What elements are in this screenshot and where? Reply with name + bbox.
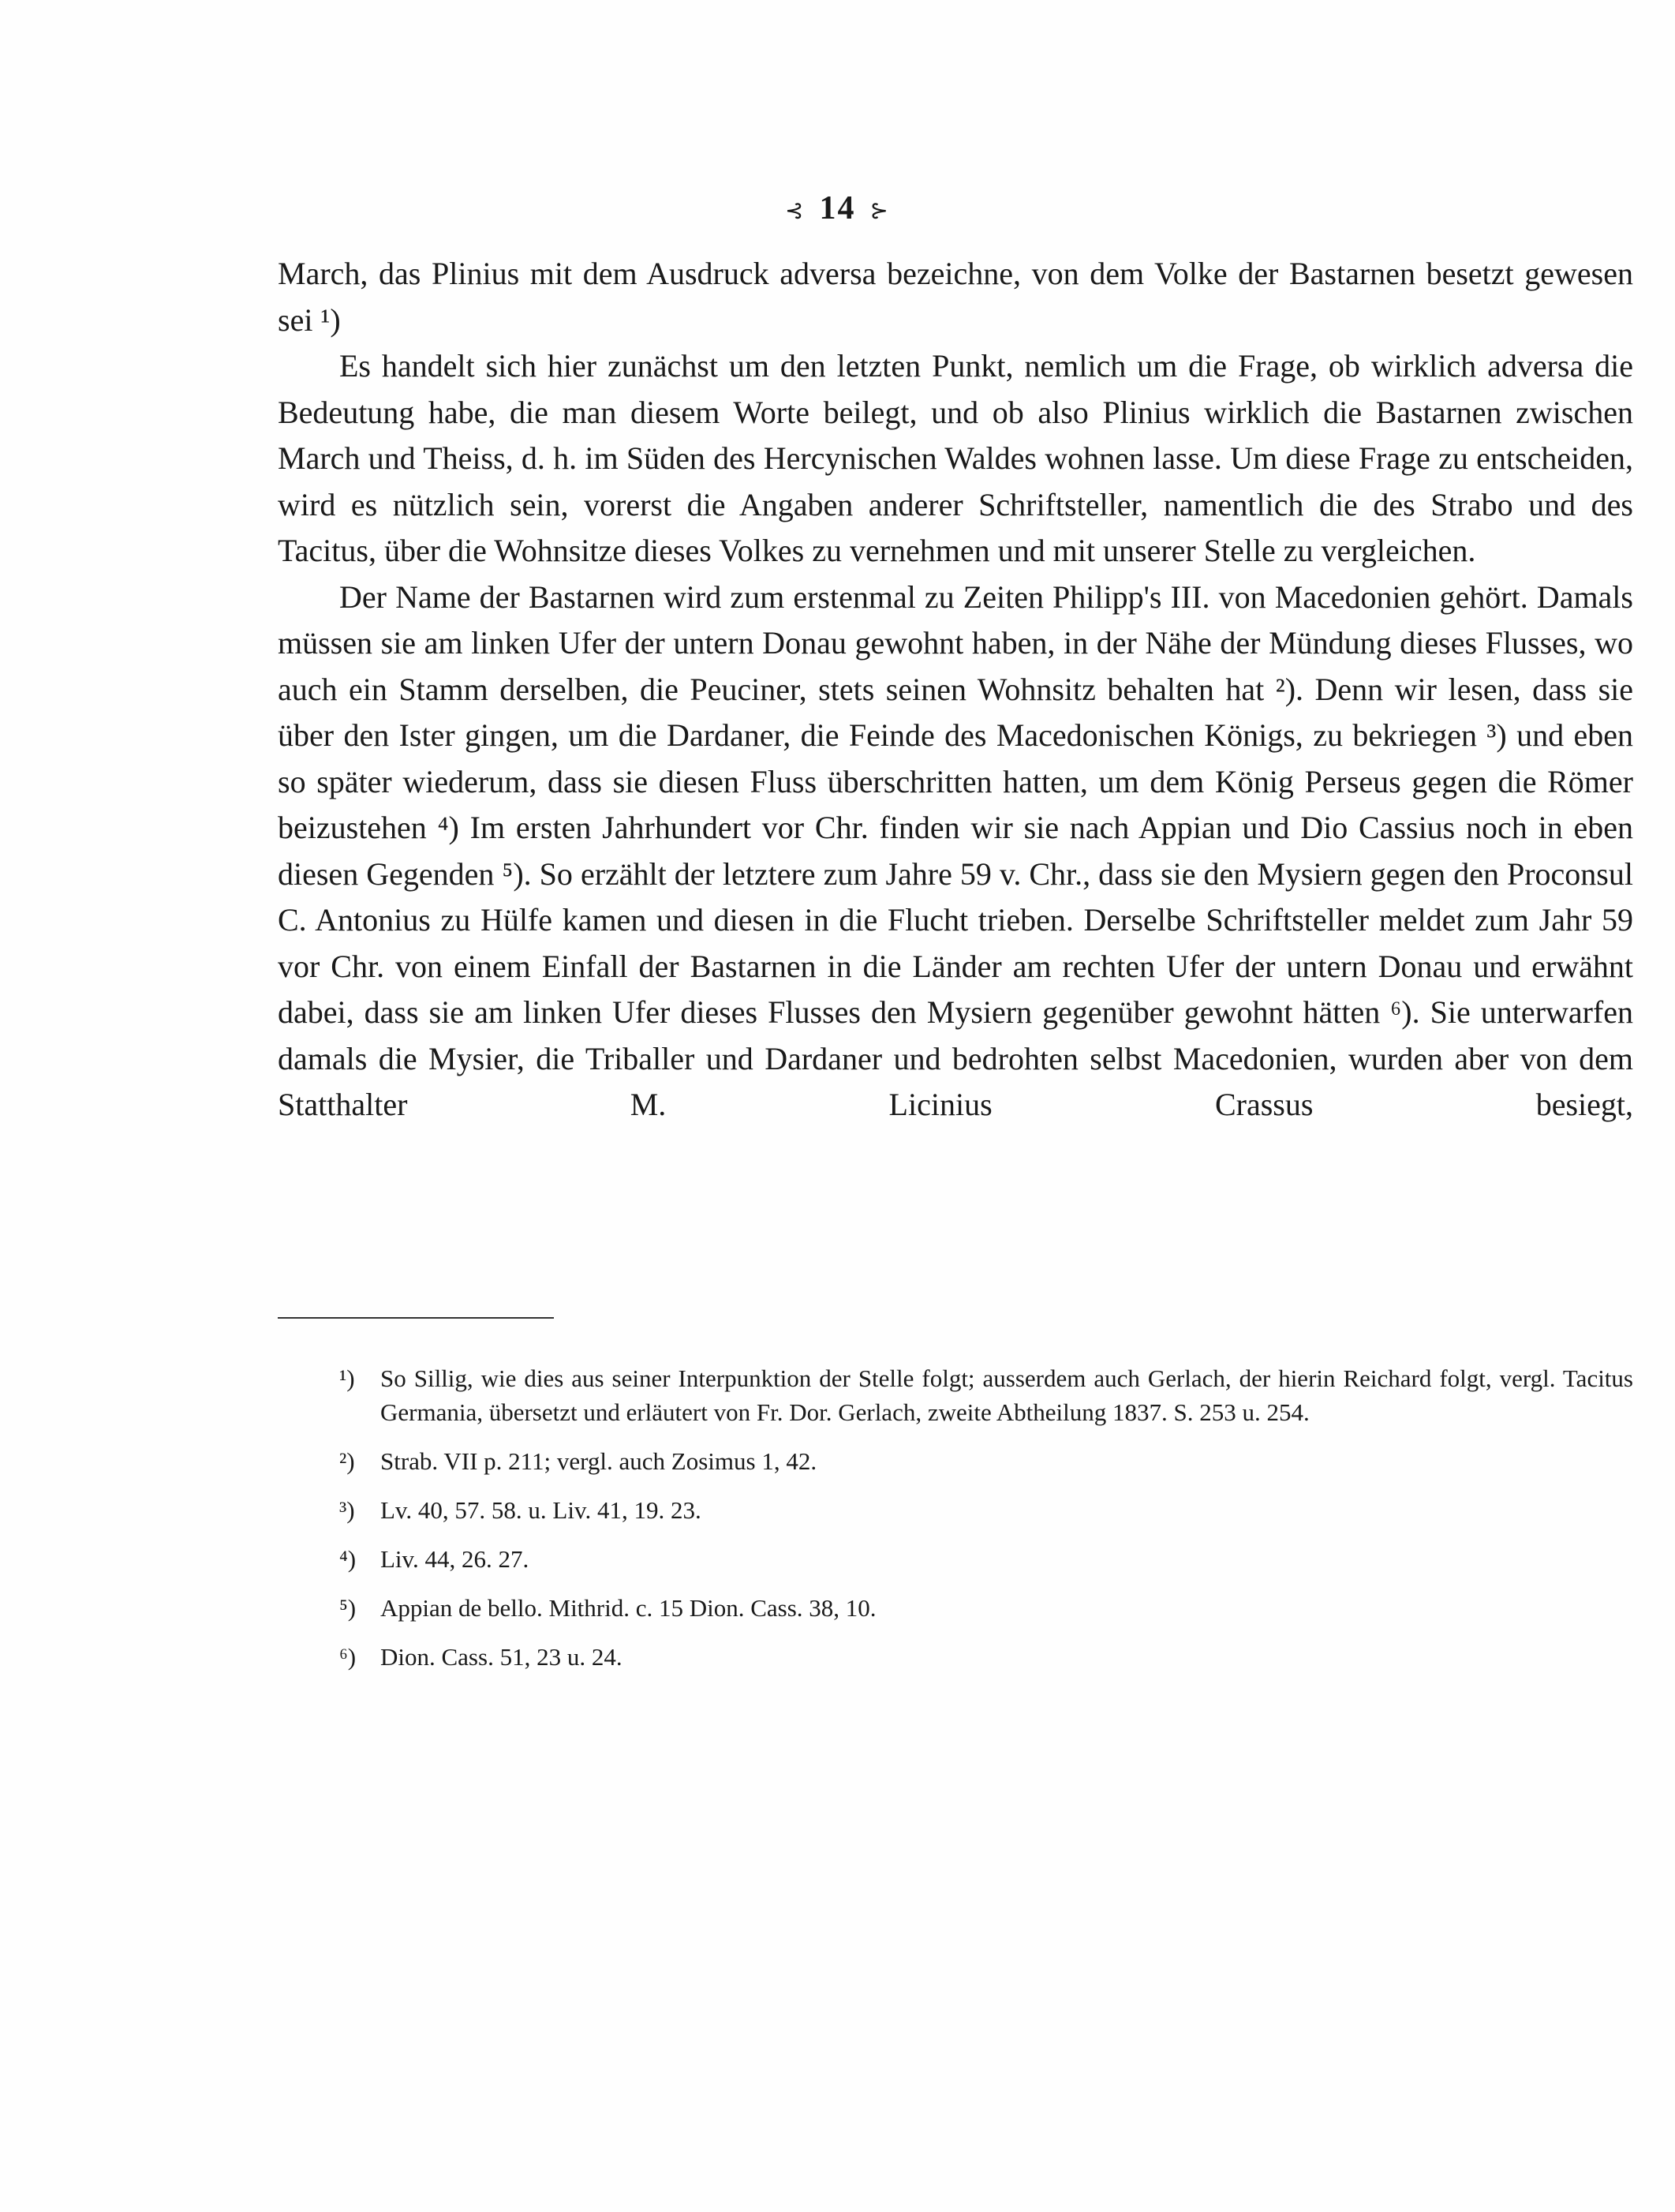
footnote-5 xyxy=(339,1591,1633,1625)
footnote-number: ¹) xyxy=(339,1364,355,1392)
footnote-6 xyxy=(339,1640,1633,1674)
footnote-2 xyxy=(339,1444,1633,1478)
footnote-text: Appian de bello. Mithrid. c. 15 Dion. Cass. 38, 10. xyxy=(380,1594,877,1622)
footnote-number: ⁵) xyxy=(339,1594,357,1622)
footnote-text: Dion. Cass. 51, 23 u. 24. xyxy=(380,1643,623,1671)
paragraph-1: March, das Plinius mit dem Ausdruck adversa bezeichne, von dem Volke der Bastarnen besetzt gewesen sei ¹) xyxy=(278,256,1633,338)
footnote-text: Lv. 40, 57. 58. u. Liv. 41, 19. 23. xyxy=(380,1496,701,1524)
footnote-4 xyxy=(339,1542,1633,1576)
paragraph-3: Der Name der Bastarnen wird zum erstenmal zu Zeiten Philipp's III. von Macedonien gehört. Damals müssen sie am linken Ufer der untern Donau gewohnt haben, in der Nähe der Mündung dieses Flusses, wo auch ein Stamm derselben, die Peuciner, stets seinen Wohnsitz behalten hat ²). Denn wir lesen, dass sie über den Ister gingen, um die Dardaner, die Feinde des Macedonischen Königs, zu bekriegen ³) und eben so später wiederum, dass sie diesen Fluss überschritten hatten, um dem König Perseus gegen die Römer beizustehen ⁴) Im ersten Jahrhundert vor Chr. finden wir sie nach Appian und Dio Cassius noch in eben diesen Gegenden ⁵). So erzählt der letztere zum Jahre 59 v. Chr., dass sie den Mysiern gegen den Proconsul C. Antonius zu Hülfe kamen und diesen in die Flucht trieben. Derselbe Schriftsteller meldet zum Jahr 59 vor Chr. von einem Einfall der Bastarnen in die Länder am rechten Ufer der untern Donau und erwähnt dabei, dass sie am linken Ufer dieses Flusses den Mysiern gegenüber gewohnt hätten ⁶). Sie unterwarfen damals die Mysier, die Triballer und Dardaner und bedrohten selbst Macedonien, wurden aber von dem Statthalter M. Licinius Crassus besiegt, xyxy=(278,578,1633,1122)
paragraph-2: Es handelt sich hier zunächst um den letzten Punkt, nemlich um die Frage, ob wirklich adversa die Bedeutung habe, die man diesem Worte beilegt, und ob also Plinius wirklich die Bastarnen zwischen March und Theiss, d. h. im Süden des Hercynischen Waldes wohnen lasse. Um diese Frage zu entscheiden, wird es nützlich sein, vorerst die Angaben anderer Schriftsteller, namentlich die des Strabo und des Tacitus, über die Wohnsitze dieses Volkes zu vernehmen und mit unserer Stelle zu vergleichen. xyxy=(278,348,1633,568)
ornament-left-icon: ⊰ xyxy=(785,199,806,224)
page-number: 14 xyxy=(819,190,856,226)
footnote-number: ⁶) xyxy=(339,1643,357,1671)
footnote-number: ³) xyxy=(339,1496,355,1524)
footnote-text: Liv. 44, 26. 27. xyxy=(380,1545,529,1573)
footnote-3 xyxy=(339,1493,1633,1527)
footnote-text: Strab. VII p. 211; vergl. auch Zosimus 1, 42. xyxy=(380,1447,817,1475)
footnote-1 xyxy=(339,1361,1633,1429)
footnote-number: ²) xyxy=(339,1447,355,1475)
page-header xyxy=(0,189,1675,227)
footnote-number: ⁴) xyxy=(339,1545,357,1573)
footnote-separator-rule xyxy=(278,1317,554,1319)
body-text xyxy=(278,251,1633,1128)
footnote-text: So Sillig, wie dies aus seiner Interpunktion der Stelle folgt; ausserdem auch Gerlach, der hierin Reichard folgt, vergl. Tacitus Germania, übersetzt und erläutert von Fr. Dor. Gerlach, zweite Abtheilung 1837. S. 253 u. 254. xyxy=(380,1364,1633,1426)
ornament-right-icon: ⊱ xyxy=(869,199,890,224)
footnotes xyxy=(339,1361,1633,1689)
